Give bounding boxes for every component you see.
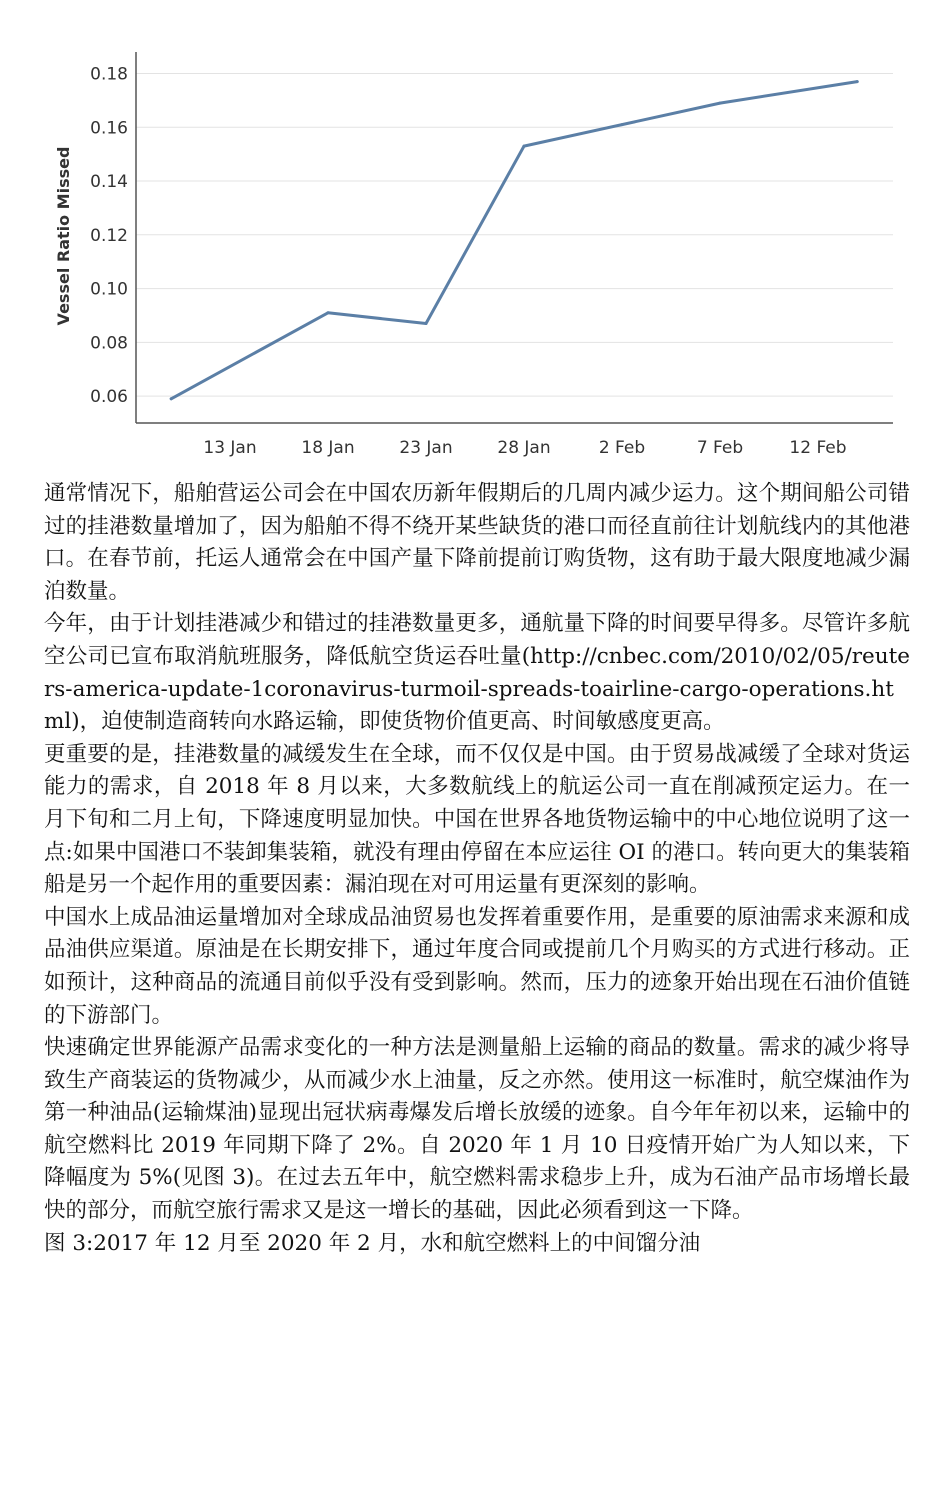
paragraph-2: 今年，由于计划挂港减少和错过的挂港数量更多，通航量下降的时间要早得多。尽管许多航空公司已宣布取消航班服务，降低航空货运吞吐量(http://cnbec.com/2010/02/05/reuters-america-update-1coronavirus-turmoil-spreads-toairline-cargo-operations.html)，迫使制造商转向水路运输，即使货物价值更高、时间敏感度更高。 [44, 611, 910, 735]
data-point [523, 145, 526, 148]
x-tick-label: 18 Jan [301, 438, 355, 458]
y-tick-labels [90, 65, 128, 408]
x-tick-labels [203, 438, 846, 458]
y-tick-label: 0.12 [90, 225, 128, 246]
data-point [327, 311, 330, 314]
paragraph-3: 更重要的是，挂港数量的减缓发生在全球，而不仅仅是中国。由于贸易战减缓了全球对货运能力的需求，自 2018 年 8 月以来，大多数航线上的航运公司一直在削减预定运力。在一月下旬和二月上旬，下降速度明显加快。中国在世界各地货物运输中的中心地位说明了这一点:如果中国港口不装卸集装箱，就没有理由停留在本应运往 OI 的港口。转向更大的集装箱船是另一个起作用的重要因素：漏泊现在对可用运量有更深刻的影响。 [44, 741, 910, 898]
x-tick-label: 23 Jan [399, 438, 453, 458]
data-point [170, 397, 173, 400]
data-point [856, 80, 859, 83]
paragraph-1: 通常情况下，船舶营运公司会在中国农历新年假期后的几周内减少运力。这个期间船公司错过的挂港数量增加了，因为船舶不得不绕开某些缺货的港口而径直前往计划航线内的其他港口。在春节前，托运人通常会在中国产量下降前提前订购货物，这有助于最大限度地减少漏泊数量。 [44, 481, 910, 604]
x-tick-label: 7 Feb [696, 438, 744, 458]
data-point [425, 322, 428, 325]
y-tick-label: 0.14 [90, 172, 128, 193]
figure-3-caption: 图 3:2017 年 12 月至 2020 年 2 月，水和航空燃料上的中间馏分油 [44, 1230, 701, 1256]
article-body [44, 478, 910, 1260]
chart-gridlines [136, 74, 893, 397]
y-tick-label: 0.06 [90, 387, 128, 408]
y-tick-label: 0.10 [90, 279, 128, 300]
paragraph-4: 中国水上成品油运量增加对全球成品油贸易也发挥着重要作用，是重要的原油需求来源和成品油供应渠道。原油是在长期安排下，通过年度合同或提前几个月购买的方式进行移动。正如预计，这种商品的流通目前似乎没有受到影响。然而，压力的迹象开始出现在石油价值链的下游部门。 [44, 904, 910, 1028]
series-line [171, 82, 857, 399]
x-tick-label: 13 Jan [203, 438, 257, 458]
y-axis-label: Vessel Ratio Missed [54, 146, 73, 326]
x-tick-label: 12 Feb [789, 438, 847, 458]
data-point [621, 123, 624, 126]
x-tick-label: 28 Jan [497, 438, 551, 458]
series-points [170, 80, 859, 400]
paragraph-5: 快速确定世界能源产品需求变化的一种方法是测量船上运输的商品的数量。需求的减少将导致生产商装运的货物减少，从而减少水上油量，反之亦然。使用这一标准时，航空煤油作为第一种油品(运输煤油)显现出冠状病毒爆发后增长放缓的迹象。自今年年初以来，运输中的航空燃料比 2019 年同期下降了 2%。自 2020 年 1 月 10 日疫情开始广为人知以来，下降幅度为 5%(见图 3)。在过去五年中，航空燃料需求稳步上升，成为石油产品市场增长最快的部分，而航空旅行需求又是这一增长的基础，因此必须看到这一下降。 [44, 1035, 910, 1224]
y-tick-label: 0.16 [90, 118, 128, 139]
x-tick-label: 2 Feb [598, 438, 646, 458]
y-tick-label: 0.08 [90, 333, 128, 354]
y-tick-label: 0.18 [90, 64, 128, 85]
vessel-ratio-chart [0, 0, 950, 475]
data-point [719, 102, 722, 105]
